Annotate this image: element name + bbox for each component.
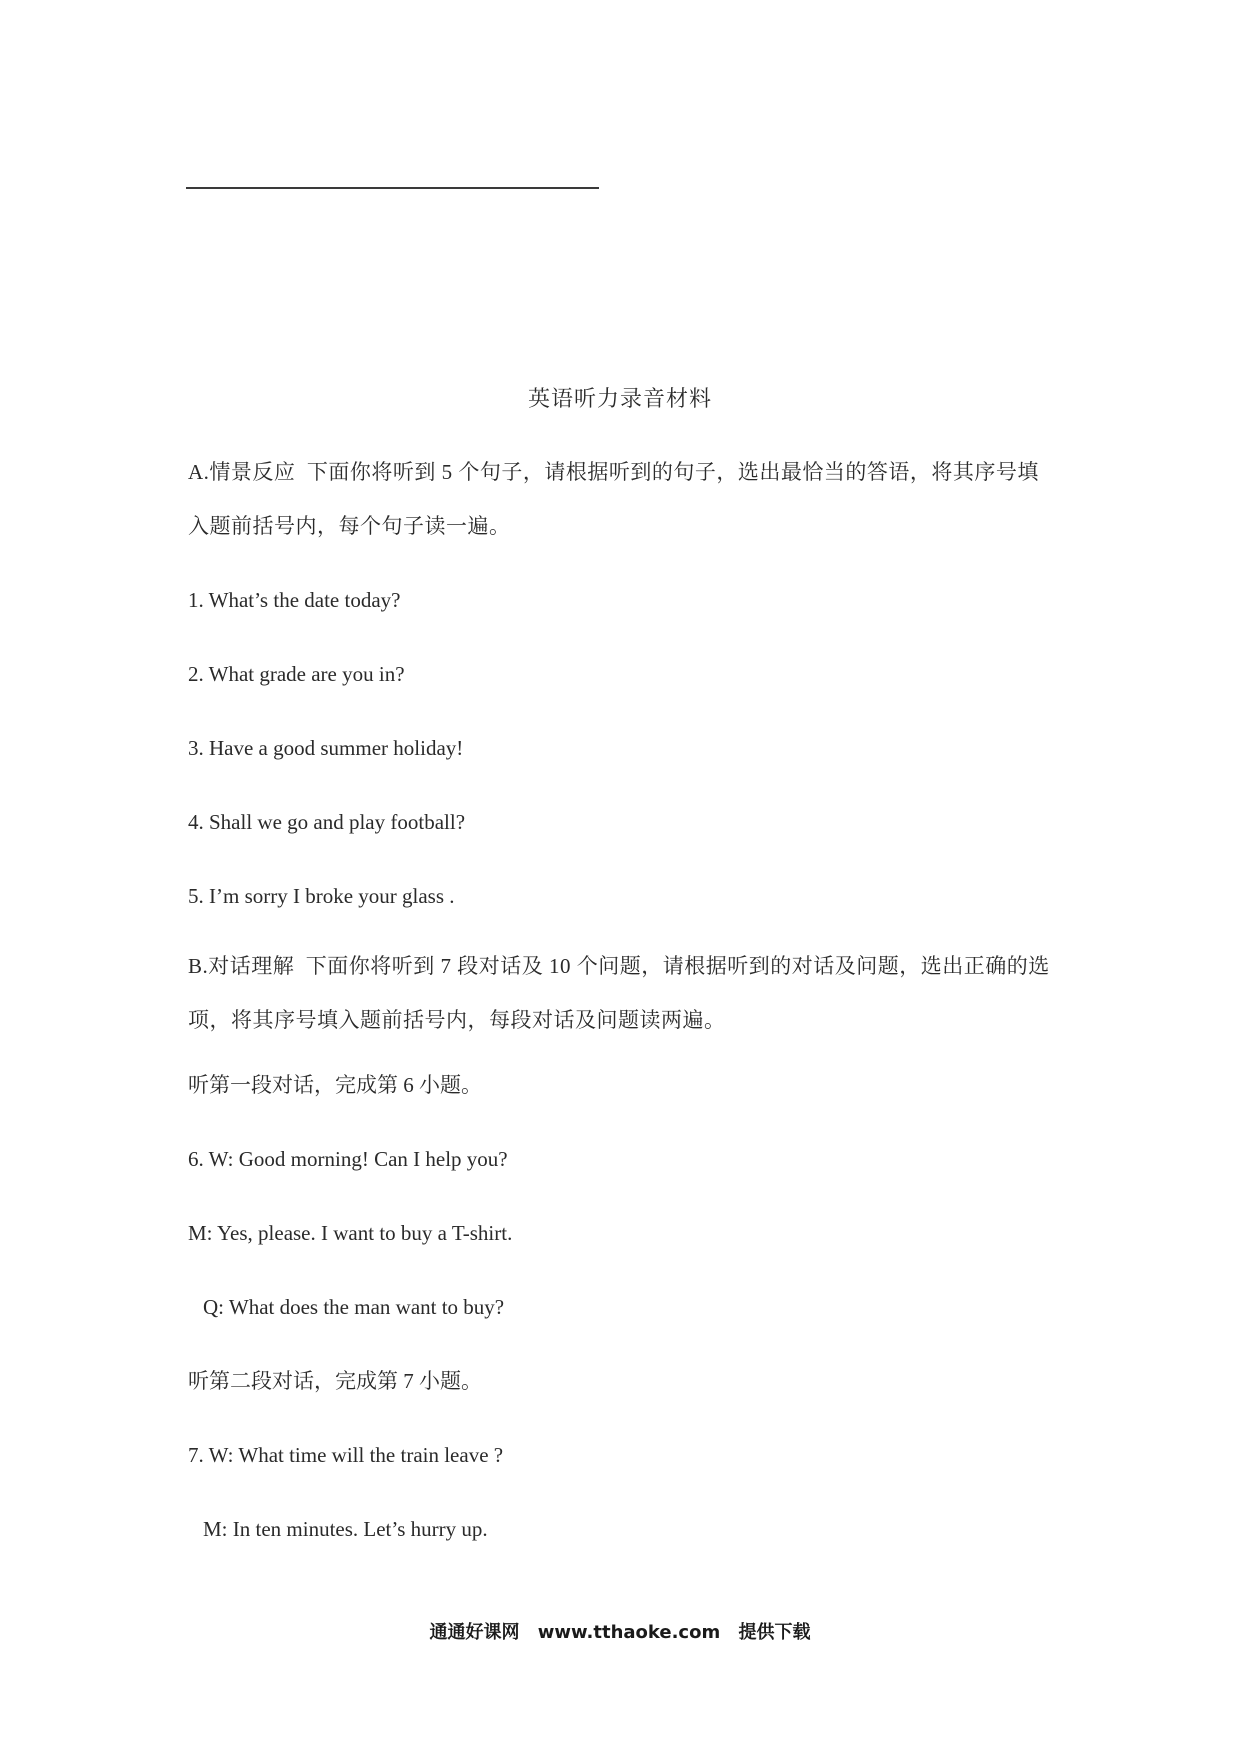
footer-suffix: 提供下载	[738, 1622, 811, 1643]
list-item: 1. What’s the date today?	[188, 588, 401, 612]
dialogue-2-woman-line: 7. W: What time will the train leave ?	[188, 1443, 504, 1467]
section-b-instruction-text: 下面你将听到 7 段对话及 10 个问题，请根据听到的对话及问题，选出正确的选项，将其序号填入题前括号内，每段对话及问题读两遍。	[188, 954, 1050, 1032]
dialogue-1-man-line: M: Yes, please. I want to buy a T-shirt.	[188, 1221, 513, 1245]
section-b-instruction	[188, 939, 1058, 1047]
footer-site-name: 通通好课网	[429, 1622, 520, 1643]
section-a-instruction	[188, 445, 1058, 553]
page-footer	[0, 1618, 1240, 1644]
list-item: 3. Have a good summer holiday!	[188, 736, 464, 760]
dialogue-1-question: Q: What does the man want to buy?	[203, 1295, 505, 1319]
section-b-heading: B.对话理解	[188, 954, 295, 978]
section-a-instruction-text: 下面你将听到 5 个句子，请根据听到的句子，选出最恰当的答语，将其序号填入题前括号内，每个句子读一遍。	[188, 460, 1039, 538]
dialogue-2-intro: 听第二段对话，完成第 7 小题。	[188, 1369, 482, 1393]
page-title: 英语听力录音材料	[527, 386, 712, 411]
list-item: 5. I’m sorry I broke your glass .	[188, 884, 455, 908]
dialogue-2-man-line: M: In ten minutes. Let’s hurry up.	[203, 1517, 488, 1541]
list-item: 2. What grade are you in?	[188, 662, 405, 686]
list-item: 4. Shall we go and play football?	[188, 810, 466, 834]
top-rule-divider	[186, 187, 599, 189]
dialogue-1-woman-line: 6. W: Good morning! Can I help you?	[188, 1147, 508, 1171]
section-a-heading: A.情景反应	[188, 460, 296, 484]
footer-url-link[interactable]: www.tthaoke.com	[537, 1622, 721, 1643]
dialogue-1-intro: 听第一段对话，完成第 6 小题。	[188, 1073, 482, 1097]
